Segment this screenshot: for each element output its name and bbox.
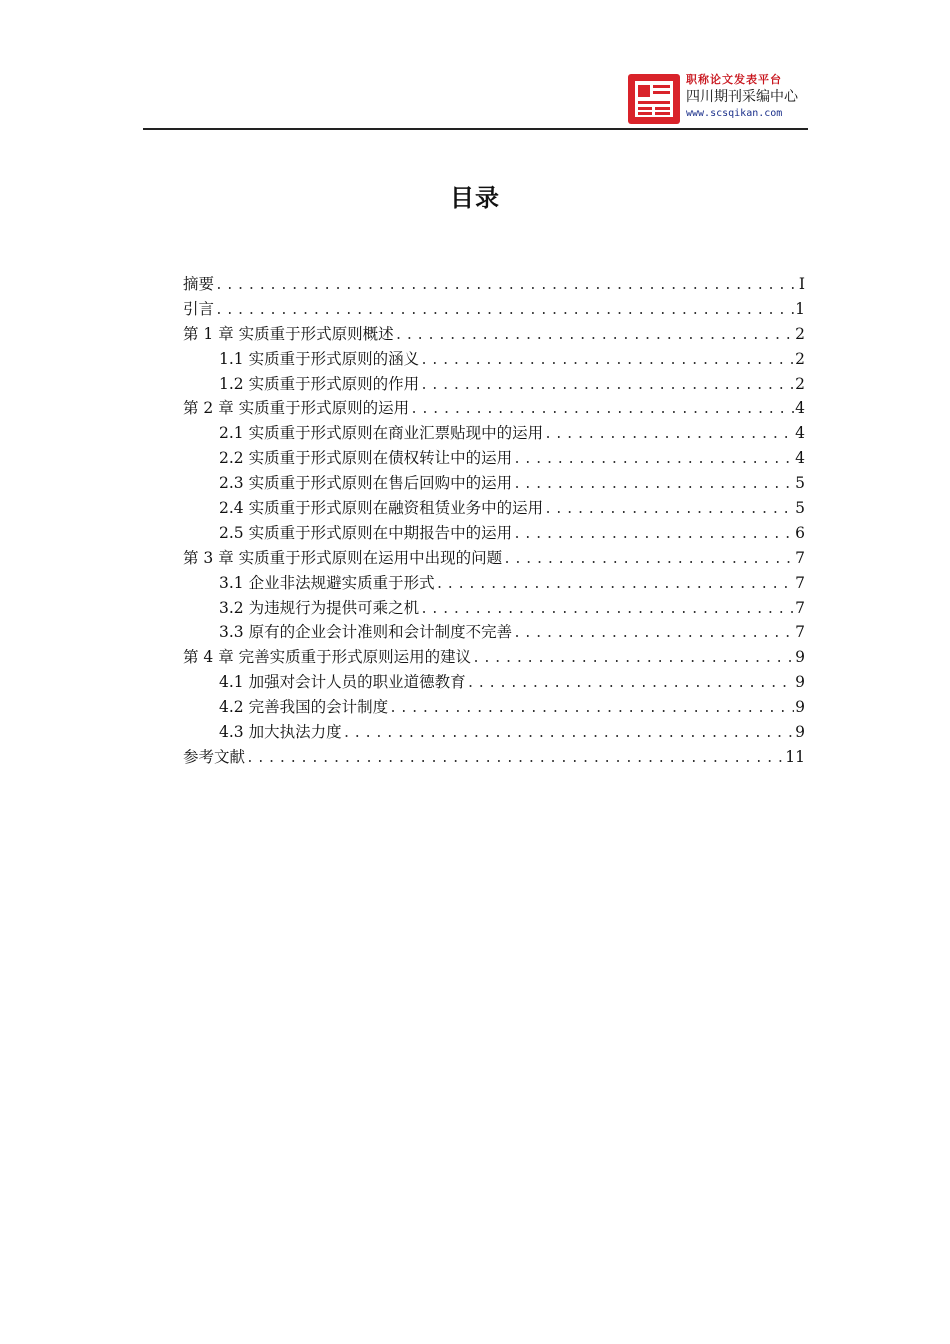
- toc-entry-label: 第 1 章 实质重于形式原则概述: [183, 324, 394, 343]
- toc-dot-leader: [410, 398, 794, 423]
- page-title: 目录: [450, 184, 500, 212]
- toc-entry-page: 1: [795, 299, 805, 318]
- toc-entry-page: 7: [795, 598, 805, 617]
- toc-entry[interactable]: [183, 347, 805, 372]
- toc-entry-page: 4: [795, 449, 805, 468]
- toc-entry-page: 9: [795, 698, 805, 717]
- toc-entry[interactable]: [183, 496, 805, 521]
- toc-dot-leader: [420, 598, 794, 623]
- toc-entry-page: 9: [795, 673, 805, 692]
- toc-dot-leader: [343, 722, 795, 747]
- toc-dot-leader: [503, 548, 794, 573]
- toc-entry-label: 第 3 章 实质重于形式原则在运用中出现的问题: [183, 548, 503, 567]
- toc-entry[interactable]: [183, 571, 805, 596]
- toc-entry-label: 2.2 实质重于形式原则在债权转让中的运用: [219, 449, 513, 468]
- toc-dot-leader: [215, 299, 794, 324]
- toc-dot-leader: [420, 349, 794, 374]
- toc-entry-label: 2.1 实质重于形式原则在商业汇票贴现中的运用: [219, 424, 544, 443]
- toc-entry-page: 6: [795, 523, 805, 542]
- toc-entry[interactable]: [183, 620, 805, 645]
- toc-dot-leader: [513, 473, 794, 498]
- toc-entry-label: 2.5 实质重于形式原则在中期报告中的运用: [219, 523, 513, 542]
- toc-entry-label: 4.1 加强对会计人员的职业道德教育: [219, 673, 466, 692]
- toc-entry[interactable]: [183, 272, 805, 297]
- toc-dot-leader: [467, 672, 795, 697]
- toc-entry-label: 2.4 实质重于形式原则在融资租赁业务中的运用: [219, 499, 544, 518]
- toc-entry-page: 11: [785, 747, 805, 766]
- toc-dot-leader: [395, 324, 794, 349]
- toc-dot-leader: [420, 374, 794, 399]
- toc-entry-label: 引言: [183, 299, 215, 318]
- toc-dot-leader: [544, 498, 794, 523]
- toc-entry[interactable]: [183, 297, 805, 322]
- toc-entry-page: 7: [795, 548, 805, 567]
- toc-entry-label: 3.2 为违规行为提供可乘之机: [219, 598, 420, 617]
- header-logo: [628, 72, 808, 126]
- toc-entry-label: 摘要: [183, 275, 215, 293]
- toc-entry[interactable]: [183, 645, 805, 670]
- table-of-contents: [183, 272, 805, 770]
- toc-entry-page: 7: [795, 623, 805, 642]
- toc-entry-label: 1.1 实质重于形式原则的涵义: [219, 349, 420, 368]
- logo-tagline: 职称论文发表平台: [686, 73, 782, 86]
- toc-entry-page: 7: [795, 573, 805, 592]
- toc-entry-label: 2.3 实质重于形式原则在售后回购中的运用: [219, 474, 513, 493]
- toc-entry-page: I: [798, 275, 805, 293]
- toc-entry[interactable]: [183, 695, 805, 720]
- toc-entry[interactable]: [183, 396, 805, 421]
- toc-entry[interactable]: [183, 521, 805, 546]
- toc-dot-leader: [513, 622, 794, 647]
- toc-entry[interactable]: [183, 720, 805, 745]
- toc-dot-leader: [436, 573, 795, 598]
- toc-dot-leader: [246, 747, 784, 772]
- logo-name: 四川期刊采编中心: [686, 89, 798, 105]
- toc-entry-page: 4: [795, 424, 805, 443]
- toc-dot-leader: [513, 523, 794, 548]
- toc-entry[interactable]: [183, 471, 805, 496]
- toc-entry-label: 参考文献: [183, 747, 246, 766]
- toc-entry[interactable]: [183, 745, 805, 770]
- toc-entry[interactable]: [183, 322, 805, 347]
- toc-entry-page: 2: [795, 349, 805, 368]
- toc-entry-page: 2: [795, 324, 805, 343]
- logo-url: www.scsqikan.com: [686, 108, 783, 119]
- toc-entry-label: 第 2 章 实质重于形式原则的运用: [183, 399, 410, 418]
- toc-entry-label: 4.2 完善我国的会计制度: [219, 698, 389, 717]
- toc-dot-leader: [215, 274, 798, 299]
- toc-entry-page: 9: [795, 648, 805, 667]
- toc-entry-label: 3.3 原有的企业会计准则和会计制度不完善: [219, 623, 513, 642]
- toc-entry-page: 2: [795, 374, 805, 393]
- toc-entry-page: 9: [795, 723, 805, 742]
- toc-entry-page: 4: [795, 399, 805, 418]
- toc-entry[interactable]: [183, 372, 805, 397]
- toc-dot-leader: [389, 697, 794, 722]
- toc-entry-label: 3.1 企业非法规避实质重于形式: [219, 573, 435, 592]
- toc-entry-label: 第 4 章 完善实质重于形式原则运用的建议: [183, 648, 472, 667]
- header-divider: [143, 128, 808, 130]
- toc-entry[interactable]: [183, 421, 805, 446]
- toc-dot-leader: [544, 423, 794, 448]
- toc-dot-leader: [513, 448, 794, 473]
- toc-entry-label: 4.3 加大执法力度: [219, 723, 342, 742]
- toc-entry-label: 1.2 实质重于形式原则的作用: [219, 374, 420, 393]
- toc-entry-page: 5: [795, 474, 805, 493]
- toc-entry[interactable]: [183, 670, 805, 695]
- toc-entry[interactable]: [183, 446, 805, 471]
- toc-entry[interactable]: [183, 596, 805, 621]
- toc-entry-page: 5: [795, 499, 805, 518]
- toc-entry[interactable]: [183, 546, 805, 571]
- toc-dot-leader: [472, 647, 794, 672]
- newspaper-icon: [628, 74, 680, 124]
